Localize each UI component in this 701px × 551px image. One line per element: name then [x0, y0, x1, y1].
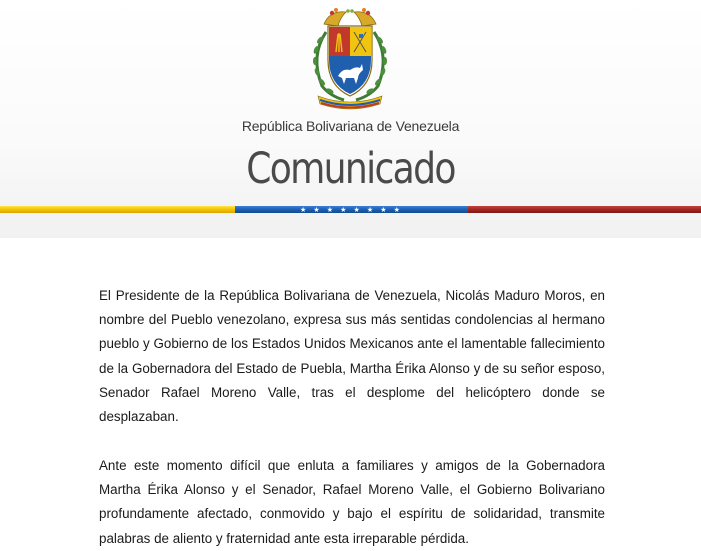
star-icon: ★ — [380, 205, 387, 214]
page-title: Comunicado — [246, 144, 455, 194]
issuer-name: República Bolivariana de Venezuela — [241, 118, 460, 134]
star-icon: ★ — [300, 205, 307, 214]
coat-of-arms-icon — [300, 4, 400, 112]
flag-stars — [300, 204, 400, 216]
flag-stripe-yellow — [0, 206, 235, 213]
paragraph-solidarity: Ante este momento difícil que enluta a familiares y amigos de la Gobernadora Martha Érika Alonso y el Senador, Rafael Moreno Valle, el Gobierno Bolivariano profundamente afectado, conmovido y bajo el espíritu de solidaridad, transmite palabras de aliento y fraternidad ante esta irreparable pérdida. — [99, 458, 605, 546]
star-icon: ★ — [353, 205, 360, 214]
paragraph-condolences: El Presidente de la República Bolivariana de Venezuela, Nicolás Maduro Moros, en nombre del Pueblo venezolano, expresa sus más sentidas condolencias al hermano pueblo y Gobierno de los Estados Unidos Mexicanos ante el lamentable fallecimiento de la Gobernadora del Estado de Puebla, Martha Érika Alonso y de su señor esposo, Senador Rafael Moreno Valle, tras el desplome del helicóptero donde se desplazaban. — [99, 288, 605, 425]
star-icon: ★ — [313, 205, 320, 214]
letterhead — [0, 0, 701, 238]
star-icon: ★ — [393, 205, 400, 214]
flag-stripe-red — [468, 206, 701, 213]
star-icon: ★ — [326, 205, 334, 214]
star-icon: ★ — [340, 205, 347, 214]
star-icon: ★ — [366, 205, 374, 214]
